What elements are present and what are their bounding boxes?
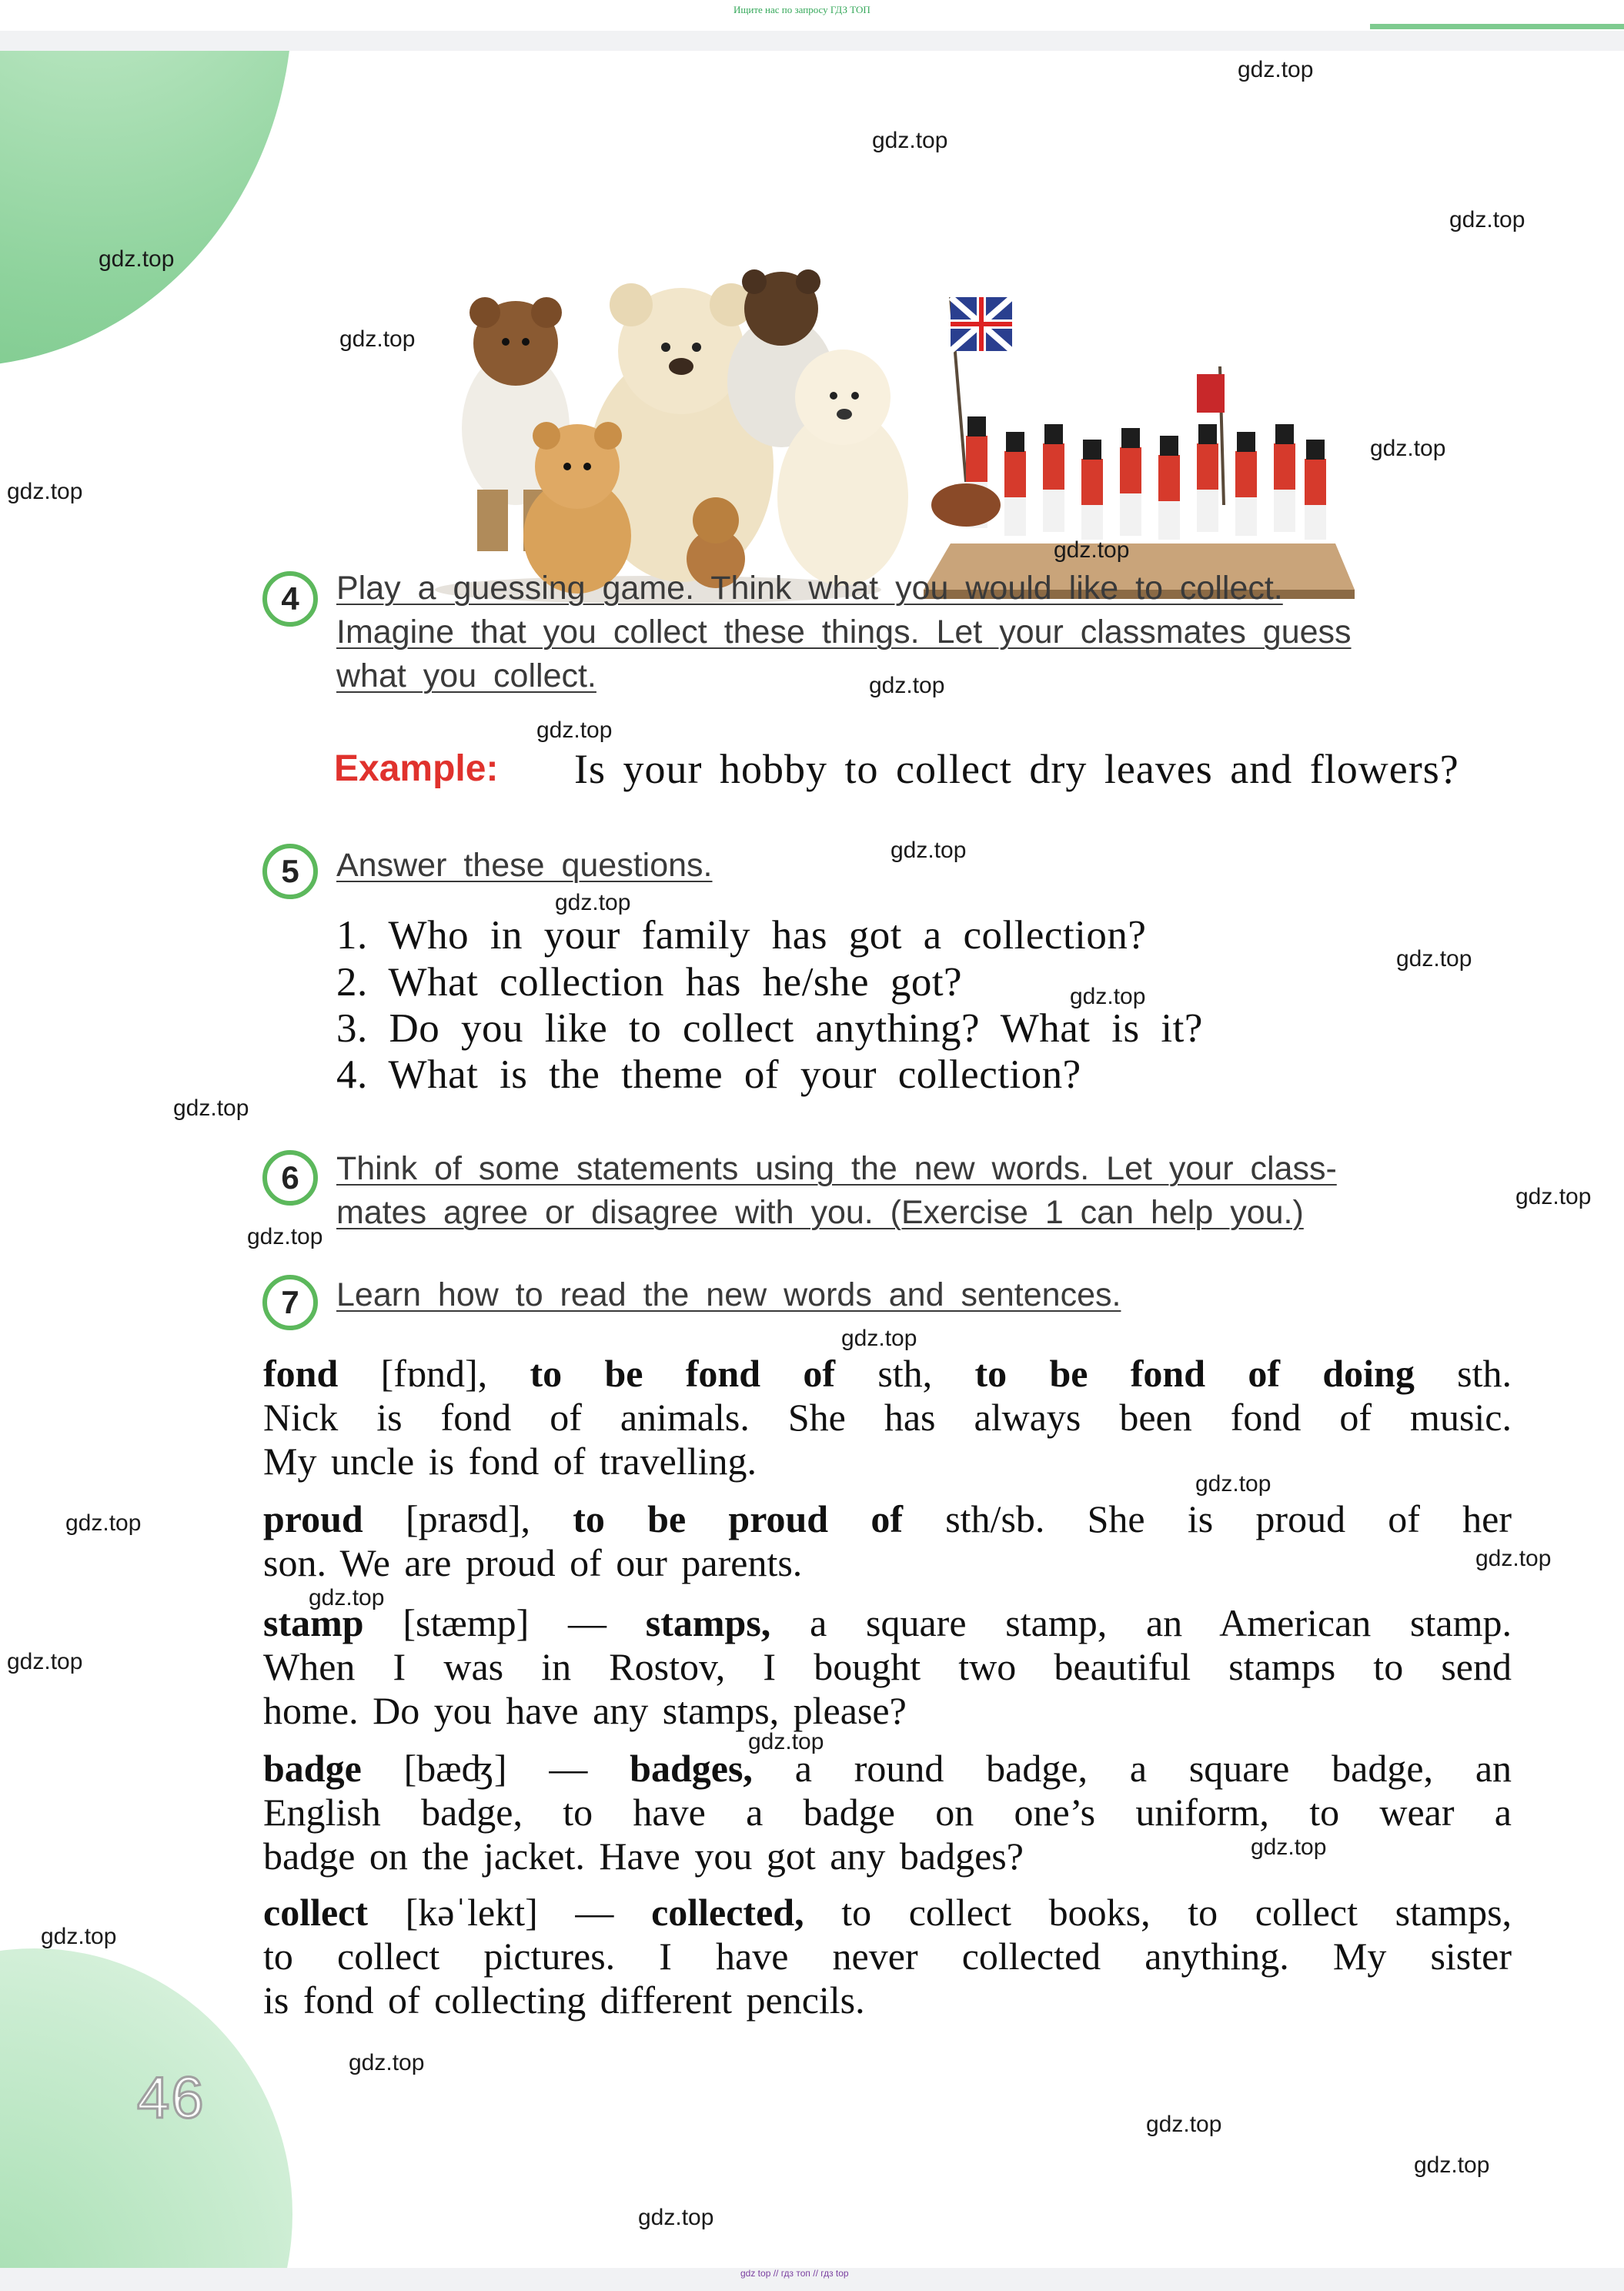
watermark: gdz.top [349,2050,425,2075]
watermark: gdz.top [891,838,967,863]
watermark: gdz.top [1396,946,1472,972]
watermark: gdz.top [1515,1184,1592,1209]
vocab-badge: badge [bæʤ] — badges, a round badge, a square badge, an English badge, to have a badge on one’s uniform, to wear a badge on the jacket. Have you got any badges? [263,1747,1512,1878]
exercise-4-number: 4 [262,571,318,627]
example-text: Is your hobby to collect dry leaves and flowers? [574,746,1459,792]
ex4-line-2: Imagine that you collect these things. Let your classmates guess [336,614,1352,651]
vocab-proud: proud [praʊd], to be proud of sth/sb. She is proud of her son. We are proud of our parents. [263,1497,1512,1584]
watermark: gdz.top [841,1326,917,1351]
watermark: gdz.top [1238,57,1314,82]
teddy-bears-image [435,269,908,604]
watermark: gdz.top [41,1924,117,1949]
ex6-line-1: Think of some statements using the new words. Let your class- [336,1150,1337,1187]
toy-soldiers-image [924,297,1355,599]
watermark: gdz.top [1195,1471,1271,1497]
textbook-page [0,51,1624,2268]
watermark: gdz.top [1370,436,1446,461]
page-number: 46 [137,2065,206,2131]
watermark: gdz.top [1414,2152,1490,2178]
search-notice: Ищите нас по запросу ГДЗ ТОП [733,4,870,15]
watermark: gdz.top [339,326,416,352]
question-4: 4. What is the theme of your collection? [336,1052,1081,1097]
ex4-line-3: what you collect. [336,657,596,694]
exercise-6-number: 6 [262,1150,318,1206]
watermark: gdz.top [1054,537,1130,563]
watermark: gdz.top [748,1729,824,1754]
exercise-6-instruction [336,1147,1337,1235]
watermark: gdz.top [872,128,948,153]
exercise-4-instruction [336,567,1352,698]
question-2: 2. What collection has he/she got? [336,960,963,1005]
watermark: gdz.top [1449,207,1525,232]
watermark: gdz.top [1070,984,1146,1009]
exercise-5-number: 5 [262,844,318,899]
watermark: gdz.top [638,2205,714,2230]
example-label: Example: [334,748,499,789]
collection-illustrations [427,251,1382,605]
exercise-5-instruction: Answer these questions. [336,847,713,884]
watermark: gdz.top [536,717,613,743]
decor-circle-top [0,51,292,366]
footer-text: gdz top // гдз топ // гдз top [740,2268,849,2279]
watermark: gdz.top [1146,2112,1222,2137]
vocab-stamp: stamp [stæmp] — stamps, a square stamp, an American stamp. When I was in Rostov, I bought two beautiful stamps to send home. Do you have any stamps, please? [263,1601,1512,1732]
watermark: gdz.top [99,246,175,272]
watermark: gdz.top [7,1649,83,1674]
watermark: gdz.top [65,1510,142,1536]
watermark: gdz.top [309,1585,385,1610]
progress-line [1370,24,1624,29]
watermark: gdz.top [869,673,945,698]
vocab-fond: fond [fɒnd], to be fond of sth, to be fond of doing sth. Nick is fond of animals. She has always been fond of music. My uncle is fond of travelling. [263,1352,1512,1483]
watermark: gdz.top [1251,1834,1327,1860]
watermark: gdz.top [7,479,83,504]
watermark: gdz.top [247,1224,323,1249]
top-bar [0,0,1624,31]
vocab-collect: collect [kəˈlekt] — collected, to collect books, to collect stamps, to collect pictures. I have never collected anything. My sister is fond of collecting different pencils. [263,1891,1512,2022]
question-3: 3. Do you like to collect anything? What is it? [336,1006,1203,1051]
watermark: gdz.top [1475,1546,1552,1571]
ex4-line-1: Play a guessing game. Think what you would like to collect. [336,570,1283,607]
exercise-7-instruction: Learn how to read the new words and sentences. [336,1276,1121,1313]
watermark: gdz.top [555,890,631,915]
exercise-7-number: 7 [262,1275,318,1330]
ex6-line-2: mates agree or disagree with you. (Exercise 1 can help you.) [336,1194,1304,1231]
watermark: gdz.top [173,1095,249,1121]
question-1: 1. Who in your family has got a collection? [336,913,1147,958]
